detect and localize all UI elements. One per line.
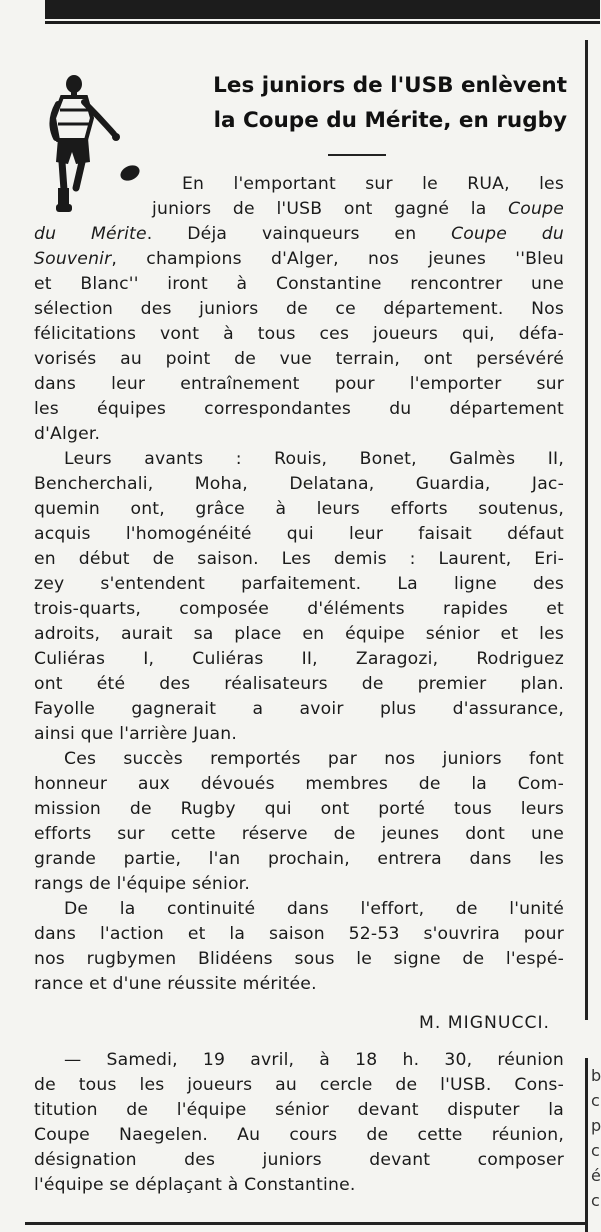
header-rule-bar bbox=[45, 0, 600, 24]
paragraph-2: Leurs avants : Rouis, Bonet, Galmès II, Bencherchali, Moha, Delatana, Guardia, Jac- quemin ont, grâce à leurs efforts soutenus, acquis l'homogénéité qui leur faisait défaut en début de saison. Les demis : Laurent, Eri- zey s'entendent parfaitement. La ligne des trois-quarts, composée d'éléments rapides et adroits, aurait sa place en équipe sénior et les Culiéras I, Culiéras II, Zaragozi, Rodriguez ont été des réalisateurs de premier plan. Fayolle gagnerait a avoir plus d'assurance, ainsi que l'arrière Juan. bbox=[34, 449, 564, 744]
column-divider bbox=[585, 40, 588, 1020]
paragraph-3: Ces succès remportés par nos juniors font honneur aux dévoués membres de la Com- mission de Rugby qui ont porté tous leurs efforts sur cette réserve de jeunes dont une grande partie, l'an prochain, entrera dans les rangs de l'équipe sénior. bbox=[34, 749, 564, 894]
paragraph-1: En l'emportant sur le RUA, les juniors de l'USB ont gagné la Coupe du Mérite. Déja vainqueurs en Coupe du Souvenir, champions d'Alger, nos jeunes ''Bleu et Blanc'' iront à Constantine rencontrer une sélection des juniors de ce département. Nos félicitations vont à tous ces joueurs qui, défa- vorisés au point de vue terrain, ont persévéré dans leur entraînement pour l'emporter sur les équipes correspondantes du département d'Alger. bbox=[34, 174, 564, 444]
neighbor-column-fragments: b c p c é c bbox=[591, 1066, 601, 1210]
meeting-notice: — Samedi, 19 avril, à 18 h. 30, réunion de tous les joueurs au cercle de l'USB. Cons- titution de l'équipe sénior devant disputer la Coupe Naegelen. Au cours de cette réunion, désignation des juniors devant composer l'équipe se déplaçant à Constantine. bbox=[34, 1050, 564, 1195]
article-headline bbox=[152, 68, 567, 138]
column-divider-lower bbox=[585, 1058, 588, 1232]
article-body bbox=[34, 172, 564, 1198]
headline-line-1: Les juniors de l'USB enlèvent bbox=[213, 73, 567, 98]
author-signature: M. MIGNUCCI. bbox=[419, 1013, 550, 1033]
bottom-divider bbox=[25, 1222, 585, 1225]
paragraph-4: De la continuité dans l'effort, de l'unité dans l'action et la saison 52-53 s'ouvrira pour nos rugbymen Blidéens sous le signe de l'espé- rance et d'une réussite méritée. bbox=[34, 899, 564, 994]
title-underline bbox=[328, 154, 386, 156]
headline-line-2: la Coupe du Mérite, en rugby bbox=[213, 108, 567, 133]
